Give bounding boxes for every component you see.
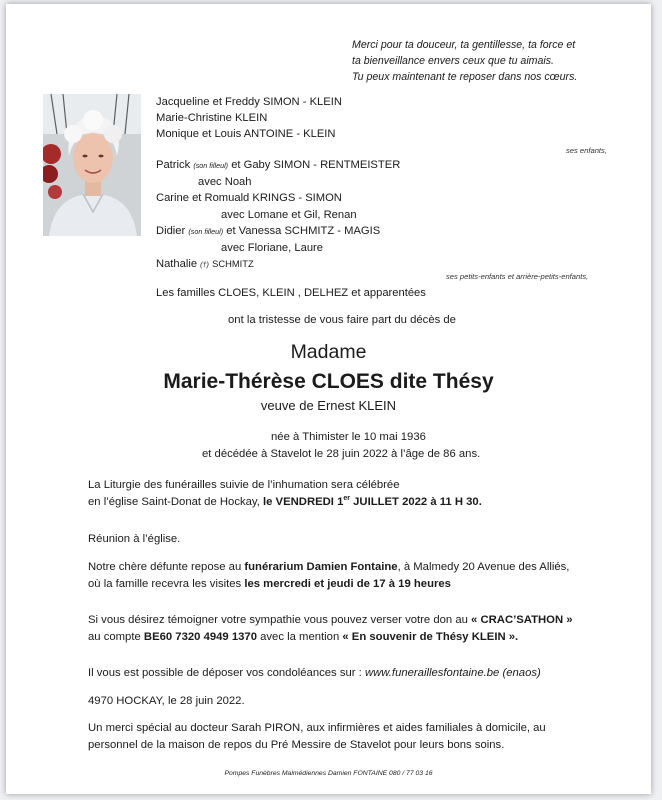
- great-grandchildren-line: avec Noah: [198, 176, 252, 189]
- widow-of: veuve de Ernest KLEIN: [260, 398, 397, 413]
- portrait-image: [43, 94, 141, 236]
- child-name: Marie-Christine KLEIN: [156, 112, 268, 125]
- poem-line: ta bienveillance envers ceux que tu aimais.: [352, 55, 554, 67]
- deceased-photo: [43, 94, 141, 236]
- poem-line: Tu peux maintenant te reposer dans nos cœurs.: [352, 71, 578, 83]
- deceased-name: Marie-Thérèse CLOES dite Thésy: [163, 370, 494, 393]
- child-name: Monique et Louis ANTOINE - KLEIN: [156, 128, 336, 141]
- poem-text: [352, 37, 577, 85]
- grandchild-line: Didier (son filleul) et Vanessa SCHMITZ - MAGIS: [156, 224, 381, 237]
- grandchild-line: Patrick (son filleul) et Gaby SIMON - RENTMEISTER: [156, 159, 401, 171]
- great-grandchildren-line: avec Floriane, Laure: [221, 242, 323, 255]
- funeral-line: en l’église Saint-Donat de Hockay, le VENDREDI 1er JUILLET 2022 à 11 H 30.: [88, 495, 482, 508]
- condolences-info: Il vous est possible de déposer vos condoléances sur : www.funeraillesfontaine.be (enaos): [88, 667, 541, 679]
- thanks-text: Un merci spécial au docteur Sarah PIRON, aux infirmières et aides familiales à domicile, au personnel de la maison de repos du Pré Messire de Stavelot pour leurs bons soins.: [88, 722, 546, 751]
- families-line: Les familles CLOES, KLEIN , DELHEZ et apparentées: [156, 287, 426, 299]
- birth-info: née à Thimister le 10 mai 1936: [271, 431, 426, 443]
- grandchildren-list: [156, 157, 400, 273]
- deceased-title: Madame: [290, 341, 367, 363]
- funeral-line: La Liturgie des funérailles suivie de l’inhumation sera célébrée: [88, 479, 400, 491]
- great-grandchildren-line: avec Lomane et Gil, Renan: [221, 208, 357, 221]
- grandchild-line: Nathalie (†) SCHMITZ: [156, 258, 254, 271]
- announcement-text: ont la tristesse de vous faire part du décès de: [228, 314, 456, 326]
- bank-account: BE60 7320 4949 1370: [143, 631, 257, 643]
- place-date: 4970 HOCKAY, le 28 juin 2022.: [88, 695, 245, 707]
- obituary-page: [6, 4, 651, 794]
- child-name: Jacqueline et Freddy SIMON - KLEIN: [156, 96, 342, 108]
- children-list: [156, 94, 342, 143]
- condolences-link[interactable]: www.funeraillesfontaine.be (enaos): [364, 667, 541, 679]
- grandchild-line: Carine et Romuald KRINGS - SIMON: [156, 192, 342, 205]
- funeral-home-footer: Pompes Funèbres Malmédiennes Damien FONTAINE 080 / 77 03 16: [224, 770, 433, 777]
- funeral-info: [88, 477, 482, 511]
- children-label: ses enfants,: [566, 146, 607, 155]
- donation-info: Si vous désirez témoigner votre sympathie vous pouvez verser votre don au « CRAC’SATHON » au compte BE60 7320 4949 1370 avec la mention « En souvenir de Thésy KLEIN ».: [88, 614, 573, 643]
- poem-line: Merci pour ta douceur, ta gentillesse, ta force et: [352, 39, 576, 51]
- grandchildren-label: ses petits-enfants et arrière-petits-enfants,: [446, 272, 589, 281]
- repose-info: Notre chère défunte repose au funérarium Damien Fontaine, à Malmedy 20 Avenue des Alliés, où la famille recevra les visites les mercredi et jeudi de 17 à 19 heures: [88, 561, 570, 590]
- reunion-text: Réunion à l’église.: [88, 533, 181, 545]
- death-info: et décédée à Stavelot le 28 juin 2022 à l’âge de 86 ans.: [202, 448, 481, 460]
